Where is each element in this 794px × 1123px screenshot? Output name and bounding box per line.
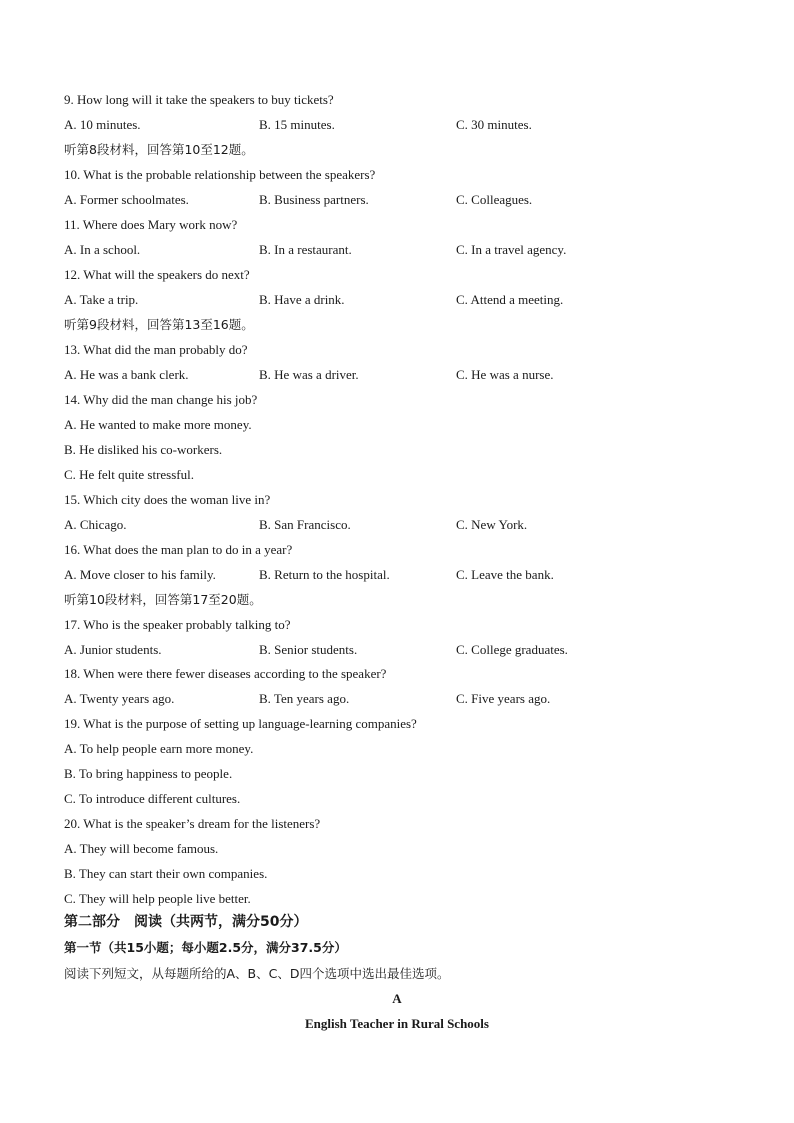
question-19-option-b: B. To bring happiness to people. [64,766,233,781]
option-a: A. Chicago. [64,517,127,532]
question-10-options [64,192,744,208]
option-b: B. He was a driver. [259,367,359,382]
passage-title: English Teacher in Rural Schools [305,1016,489,1031]
option-c: C. Attend a meeting. [456,292,564,307]
question-12-stem: 12. What will the speakers do next? [64,267,250,282]
option-c: C. Leave the bank. [456,567,554,582]
part-2-title: 第二部分 阅读（共两节，满分50分） [64,914,308,930]
option-a: A. Twenty years ago. [64,691,175,706]
question-15-stem: 15. Which city does the woman live in? [64,492,271,507]
reading-instruction: 阅读下列短文，从每题所给的A、B、C、D四个选项中选出最佳选项。 [64,966,450,981]
option-b: B. San Francisco. [259,517,351,532]
question-9-options [64,117,744,133]
option-b: B. Ten years ago. [259,691,350,706]
question-14-option-c: C. He felt quite stressful. [64,467,194,482]
question-18-stem: 18. When were there fewer diseases according to the speaker? [64,666,387,681]
question-18-options [64,691,744,707]
option-b: B. Business partners. [259,192,369,207]
question-16-stem: 16. What does the man plan to do in a year? [64,542,293,557]
option-a: A. 10 minutes. [64,117,141,132]
option-c: C. 30 minutes. [456,117,532,132]
passage-8-instruction: 听第8段材料，回答第10至12题。 [64,142,254,157]
option-c: C. Five years ago. [456,691,551,706]
section-1-title: 第一节（共15小题；每小题2.5分，满分37.5分） [64,940,347,955]
question-19-option-c: C. To introduce different cultures. [64,791,241,806]
option-a: A. Former schoolmates. [64,192,189,207]
option-a: A. Junior students. [64,642,162,657]
question-20-stem: 20. What is the speaker’s dream for the listeners? [64,816,321,831]
option-a: A. He was a bank clerk. [64,367,189,382]
passage-letter: A [392,991,402,1006]
option-a: A. Take a trip. [64,292,139,307]
option-b: B. Return to the hospital. [259,567,390,582]
question-19-stem: 19. What is the purpose of setting up language-learning companies? [64,716,417,731]
option-a: A. In a school. [64,242,141,257]
question-16-options [64,567,744,583]
passage-10-instruction: 听第10段材料，回答第17至20题。 [64,592,262,607]
option-c: C. Colleagues. [456,192,533,207]
question-14-option-b: B. He disliked his co-workers. [64,442,223,457]
option-c: C. In a travel agency. [456,242,567,257]
question-13-stem: 13. What did the man probably do? [64,342,248,357]
question-11-options [64,242,744,258]
question-20-option-b: B. They can start their own companies. [64,866,268,881]
option-c: C. College graduates. [456,642,568,657]
question-19-option-a: A. To help people earn more money. [64,741,254,756]
option-b: B. In a restaurant. [259,242,352,257]
question-14-stem: 14. Why did the man change his job? [64,392,258,407]
option-b: B. Senior students. [259,642,358,657]
question-20-option-a: A. They will become famous. [64,841,219,856]
question-10-stem: 10. What is the probable relationship between the speakers? [64,167,376,182]
question-9-stem: 9. How long will it take the speakers to buy tickets? [64,92,334,107]
question-13-options [64,367,744,383]
question-17-options [64,642,744,658]
option-b: B. Have a drink. [259,292,345,307]
option-a: A. Move closer to his family. [64,567,216,582]
question-17-stem: 17. Who is the speaker probably talking to? [64,617,291,632]
option-c: C. He was a nurse. [456,367,554,382]
question-14-option-a: A. He wanted to make more money. [64,417,252,432]
option-c: C. New York. [456,517,528,532]
passage-9-instruction: 听第9段材料，回答第13至16题。 [64,317,254,332]
question-12-options [64,292,744,308]
question-20-option-c: C. They will help people live better. [64,891,251,906]
question-11-stem: 11. Where does Mary work now? [64,217,238,232]
option-b: B. 15 minutes. [259,117,335,132]
question-15-options [64,517,744,533]
